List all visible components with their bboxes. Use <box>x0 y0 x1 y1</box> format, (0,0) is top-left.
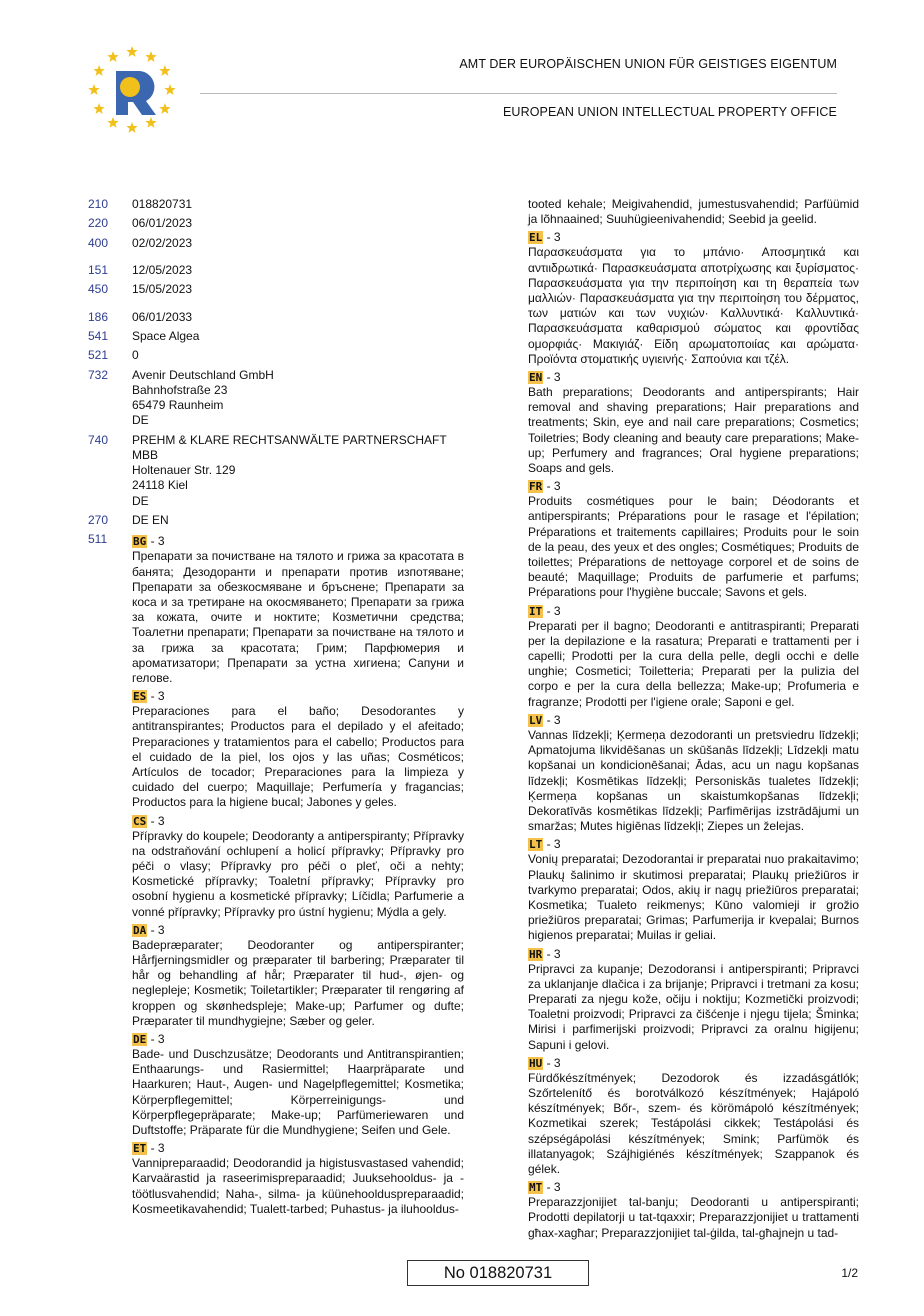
field-code: 400 <box>88 235 109 250</box>
lang-code-badge: ET <box>133 1142 147 1156</box>
address-line: Holtenauer Str. 129 <box>132 463 236 478</box>
page-number: 1/2 <box>841 1266 858 1280</box>
star-icon <box>126 46 137 57</box>
lang-code-badge: FR <box>529 480 543 494</box>
field-code: 186 <box>88 309 109 324</box>
field-value: 15/05/2023 <box>132 282 193 297</box>
goods-text: Pripravci za kupanje; Dezodoransi i antiperspiranti; Pripravci za uklanjanje dlačica i za brijanje; Pripravci i tretmani za kosu; Preparati za njegu kože, očiju i noktiju; Kozmetički proizvodi; Toaletni proizvodi; Pripravci za čišćenje i njegu tijela; Šminka; Mirisi i parfimerijski proizvodi; Pripravci za oralnu higijenu; Sapuni i gelovi. <box>528 961 859 1052</box>
lang-code-badge: LT <box>529 838 543 852</box>
office-name-en: EUROPEAN UNION INTELLECTUAL PROPERTY OFFICE <box>503 105 837 119</box>
goods-text: Produits cosmétiques pour le bain; Déodorants et antiperspirants; Préparations pour le rasage et l'épilation; Préparations et traitements capillaires; Produits pour le soin de la peau, des yeux et des ongles; Cosmétiques; Produits de toilettes; Préparations de nettoyage corporel et de soins de beauté; Maquillage; Produits de parfumerie et parfums; Préparations pour l'hygiène buccale; Savons et gels. <box>528 494 859 600</box>
class-number: - 3 <box>546 1055 561 1070</box>
class-number: - 3 <box>546 1180 561 1195</box>
star-icon <box>107 51 118 62</box>
star-icon <box>164 84 175 95</box>
lang-code-badge: EN <box>529 371 543 385</box>
lang-code-badge: HR <box>529 947 543 961</box>
field-186 <box>88 310 464 325</box>
field-code: 521 <box>88 348 109 363</box>
field-210 <box>88 197 464 212</box>
field-541 <box>88 329 464 344</box>
address-line: DE <box>132 493 149 508</box>
lang-header <box>528 604 859 619</box>
class-number: - 3 <box>546 603 561 618</box>
goods-text: Препарати за почистване на тялото и грижа за красотата в банята; Дезодоранти и препарати против изпотяване; Препарати за обезкосмяване и бръснене; Препарати за коса и за третиране на окосмяването; Препарати за грижа за кожата, очите и ноктите; Козметични средства; Тоалетни препарати; Препарати за почистване на тялото и за грижа за красотата; Грим; Парфюмерия и ароматизатори; Препарати за устна хигиена; Сапуни и гелове. <box>132 549 464 685</box>
star-icon <box>88 84 99 95</box>
field-732 <box>88 368 464 429</box>
field-151 <box>88 263 464 278</box>
lang-header <box>132 1141 464 1156</box>
lang-header <box>132 923 464 938</box>
star-icon <box>145 51 156 62</box>
field-code: 450 <box>88 282 109 297</box>
goods-text: Vannipreparaadid; Deodorandid ja higistusvastased vahendid; Karvaärastid ja raseerimispreparaadid; Juuksehooldus- ja -töötlusvahendid; Naha-, silma- ja küünehoolduspreparaadid; Kosmeetikavahendid; Tualett-tarbed; Puhastus- ja iluhooldus- <box>132 1156 464 1216</box>
lang-code-badge: DA <box>133 923 147 937</box>
goods-text: Bath preparations; Deodorants and antiperspirants; Hair removal and shaving preparations; Hair preparations and treatments; Skin, eye and nail care preparations; Cosmetics; Toiletries; Body cleaning and beauty care preparations; Make-up; Perfumery and fragrances; Oral hygiene preparations; Soaps and gels. <box>528 385 859 476</box>
lang-header <box>528 230 859 245</box>
field-code: 220 <box>88 216 109 231</box>
star-icon <box>107 117 118 128</box>
goods-text: Fürdőkészítmények; Dezodorok és izzadásgátlók; Szőrtelenítő és borotválkozó készítmények; Hajápoló készítmények; Bőr-, szem- és körömápoló készítmények; Kozmetikai szerek; Testápolási cikkek; Testápolási és szépségápolási készítmények; Smink; Parfümök és illatanyagok; Szájhigiénés készítmények; Szappanok és gélek. <box>528 1070 859 1176</box>
lang-code-badge: LV <box>529 713 543 727</box>
field-740 <box>88 433 464 509</box>
goods-text: Vannas līdzekļi; Ķermeņa dezodoranti un pretsviedru līdzekļi; Apmatojuma likvidēšanas un skūšanās līdzekļi; Līdzekļi matu kopšanai un kondicionēšanai; Ādas, acu un nagu kopšanas līdzekļi; Kosmētikas līdzekļi; Personiskās tualetes līdzekļi; Ķermeņa kopšanas un skaistumkopšanas līdzekļi; Dekoratīvās kosmētikas līdzekļi; Parfimērijas izstrādājumi un smaržas; Mutes higiēnas līdzekļi; Ziepes un želejas. <box>528 727 859 834</box>
lang-header <box>528 479 859 494</box>
goods-text: Preparaciones para el baño; Desodorantes y antitranspirantes; Productos para el depilado y el afeitado; Preparaciones y tratamientos para el cabello; Productos para el cuidado de la piel, los ojos y las uñas; Cosméticos; Artículos de tocador; Preparaciones para la limpieza y cuidado del cuerpo; Maquillaje; Perfumería y fragancias; Productos para la higiene bucal; Jabones y geles. <box>132 704 464 810</box>
lang-header <box>132 1032 464 1047</box>
goods-text: Vonių preparatai; Dezodorantai ir preparatai nuo prakaitavimo; Plaukų šalinimo ir skutimosi preparatai; Plaukų priežiūros ir tvarkymo preparatai; Odos, akių ir nagų priežiūros preparatai; Kosmetika; Tualeto reikmenys; Kūno valomieji ir grožio priežiūros preparatai; Grimas; Parfumerija ir kvepalai; Burnos higienos preparatai; Muilas ir geliai. <box>528 852 859 943</box>
address-line: Avenir Deutschland GmbH <box>132 367 274 382</box>
star-icon <box>93 103 104 114</box>
field-value: DE EN <box>132 512 169 527</box>
goods-list-right <box>528 197 859 1241</box>
field-521 <box>88 348 464 363</box>
goods-text: Preparazzjonijiet tal-banju; Deodoranti u antiperspiranti; Prodotti depilatorji u tat-tqaxxir; Preparazzjonijiet u trattamenti għax-xagħar; Preparazzjonijiet tal-ġilda, tal-għajnejn u tad- <box>528 1195 859 1240</box>
class-number: - 3 <box>546 479 561 494</box>
class-number: - 3 <box>546 370 561 385</box>
field-value: 0 <box>132 348 139 363</box>
class-number: - 3 <box>546 230 561 245</box>
class-number: - 3 <box>150 922 165 937</box>
goods-list-left <box>132 532 464 1220</box>
field-value: 06/01/2023 <box>132 216 193 231</box>
field-220 <box>88 216 464 231</box>
star-icon <box>93 65 104 76</box>
field-511 <box>88 532 464 1220</box>
class-number: - 3 <box>546 946 561 961</box>
class-number: - 3 <box>150 813 165 828</box>
address-line: DE <box>132 413 149 428</box>
class-number: - 3 <box>150 1141 165 1156</box>
field-code: 210 <box>88 197 109 211</box>
left-column <box>88 197 464 1224</box>
class-number: - 3 <box>150 534 165 549</box>
field-value: 018820731 <box>132 197 193 211</box>
field-400 <box>88 236 464 251</box>
field-code: 151 <box>88 262 109 277</box>
field-code: 740 <box>88 432 109 447</box>
address-line: 65479 Raunheim <box>132 398 224 413</box>
goods-text: Přípravky do koupele; Deodoranty a antiperspiranty; Přípravky na odstraňování ochlupení a holicí přípravky; Přípravky pro péči o vlasy; Přípravky pro péči o pleť, oči a nehty; Kosmetické přípravky; Toaletní přípravky; Přípravky pro osobní hygienu a kosmetické přípravky; Líčidla; Parfumerie a vonné přípravky; Přípravky pro ústní hygienu; Mýdla a gely. <box>132 828 464 919</box>
field-code: 732 <box>88 367 109 382</box>
goods-text: Bade- und Duschzusätze; Deodorants und Antitranspirantien; Enthaarungs- und Rasiermittel; Haarpräparate und Haarkuren; Haut-, Augen- und Nagelpflegemittel; Kosmetika; Körperpflegemittel; Körperreinigungs- und Körperpflegepräparate; Make-up; Parfümeriewaren und Duftstoffe; Präparate für die Mundhygiene; Seifen und Gele. <box>132 1047 464 1138</box>
lang-header <box>528 1180 859 1195</box>
lang-header <box>528 370 859 385</box>
lang-code-badge: ES <box>133 690 147 704</box>
goods-text: Παρασκευάσματα για το μπάνιο· Αποσμητικά και αντιιδρωτικά· Παρασκευάσματα αποτρίχωσης και ξυρίσματος· Παρασκευάσματα για την περιποίηση και τη θεραπεία των μαλλιών· Παρασκευάσματα για την περιποίηση του δέρματος, των ματιών και των νυχιών· Καλλυντικά· Καλλυντικά· Παρασκευάσματα καθαρισμού σώματος και φροντίδας ομορφιάς· Μακιγιάζ· Είδη αρωματοποιίας και αρώματα· Προϊόντα στοματικής υγιεινής· Σαπούνια και τζέλ. <box>528 245 859 366</box>
goods-text: tooted kehale; Meigivahendid, jumestusvahendid; Parfüümid ja lõhnaained; Suuhügieenivahendid; Seebid ja geelid. <box>528 197 859 227</box>
lang-code-badge: IT <box>529 604 543 618</box>
lang-code-badge: HU <box>529 1056 543 1070</box>
lang-code-badge: DE <box>133 1033 147 1047</box>
field-450 <box>88 282 464 297</box>
euipo-logo <box>86 44 178 136</box>
lang-code-badge: MT <box>529 1181 543 1195</box>
address-line: PREHM & KLARE RECHTSANWÄLTE PARTNERSCHAFT MBB <box>132 432 447 462</box>
lang-header <box>132 689 464 704</box>
lang-header <box>132 814 464 829</box>
right-column <box>528 197 859 1244</box>
field-value: 02/02/2023 <box>132 235 193 250</box>
publication-number: No 018820731 <box>407 1260 589 1286</box>
lang-header <box>528 947 859 962</box>
star-icon <box>159 65 170 76</box>
goods-text: Preparati per il bagno; Deodoranti e antitraspiranti; Preparati per la depilazione e la rasatura; Preparati e trattamenti per i capelli; Prodotti per la cura della pelle, degli occhi e delle unghie; Cosmetici; Toiletteria; Preparati per la pulizia del corpo e per la cura della bellezza; Make-up; Profumeria e fragranze; Prodotti per l'igiene orale; Saponi e gel. <box>528 618 859 709</box>
office-name-de: AMT DER EUROPÄISCHEN UNION FÜR GEISTIGES EIGENTUM <box>459 57 837 71</box>
field-270 <box>88 513 464 528</box>
field-value: 12/05/2023 <box>132 262 193 277</box>
field-code: 511 <box>88 532 108 547</box>
header-divider <box>200 93 837 94</box>
star-icon <box>145 117 156 128</box>
lang-code-badge: BG <box>133 535 147 549</box>
lang-code-badge: EL <box>529 231 543 245</box>
class-number: - 3 <box>150 1032 165 1047</box>
field-code: 541 <box>88 328 109 343</box>
field-code: 270 <box>88 512 109 527</box>
class-number: - 3 <box>150 689 165 704</box>
field-value: 06/01/2033 <box>132 309 193 324</box>
class-number: - 3 <box>546 837 561 852</box>
star-icon <box>126 122 137 133</box>
field-value: Space Algea <box>132 328 200 343</box>
lang-code-badge: CS <box>133 814 147 828</box>
address-line: Bahnhofstraße 23 <box>132 382 228 397</box>
goods-text: Badepræparater; Deodoranter og antiperspiranter; Hårfjerningsmidler og præparater til barbering; Præparater til hår og behandling af hår; Præparater til hud-, øjen- og neglepleje; Kosmetik; Toiletartikler; Præparater til rengøring af kroppen og skønhedspleje; Make-up; Parfumer og dufte; Præparater til mundhygiejne; Sæber og geler. <box>132 937 464 1028</box>
star-icon <box>159 103 170 114</box>
address-line: 24118 Kiel <box>132 478 188 493</box>
lang-header <box>528 837 859 852</box>
logo-yellow-dot <box>120 77 140 97</box>
lang-header <box>528 1056 859 1071</box>
class-number: - 3 <box>546 712 561 727</box>
lang-header <box>132 534 464 549</box>
lang-header <box>528 713 859 728</box>
